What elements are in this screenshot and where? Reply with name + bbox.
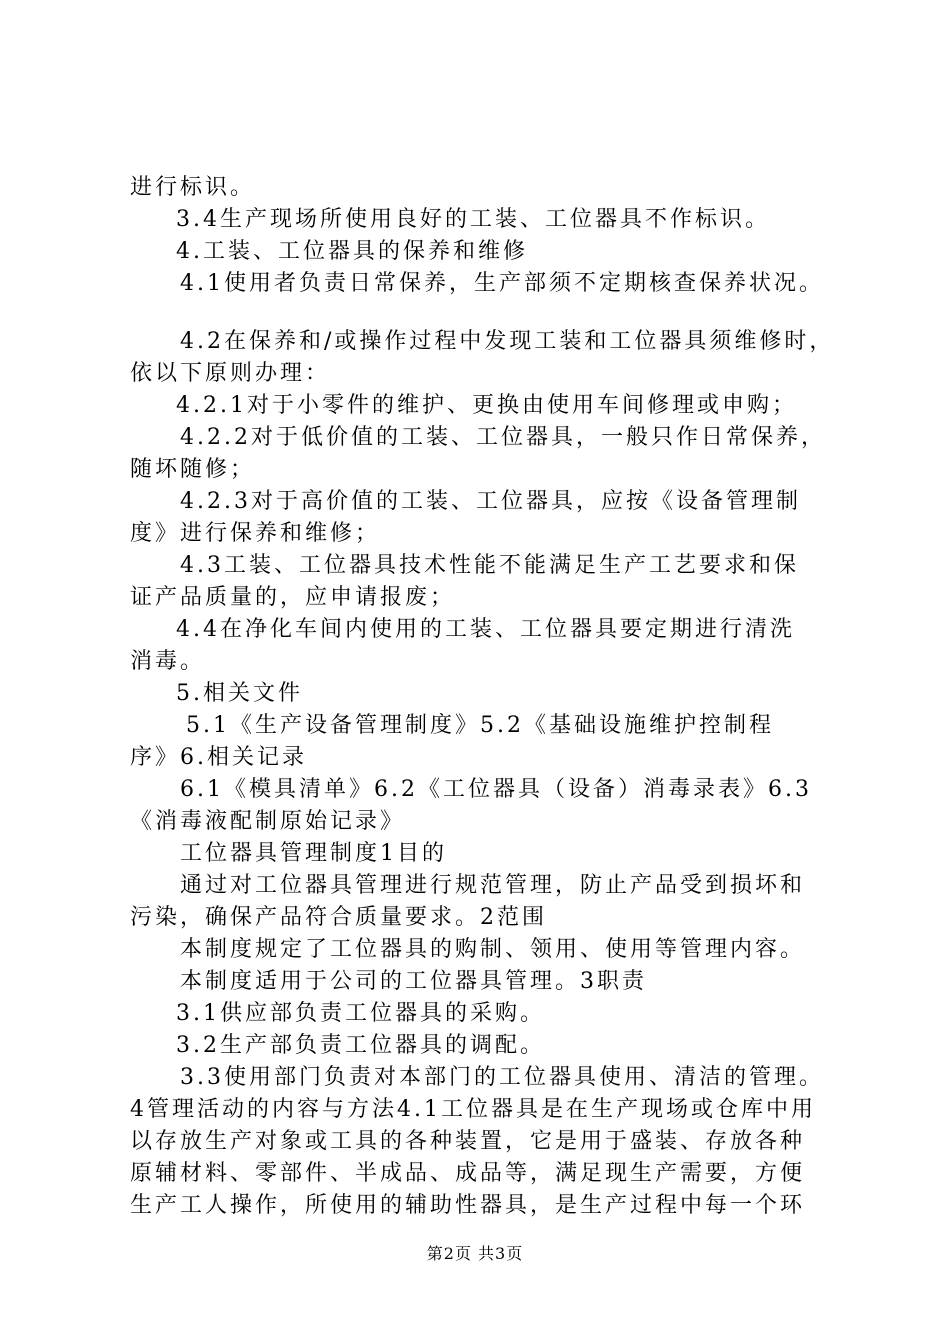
text-line: 消毒。 xyxy=(130,649,206,674)
page-footer: 第2页 共3页 xyxy=(426,1244,524,1263)
text-line: 5.1《生产设备管理制度》5.2《基础设施维护控制程 xyxy=(186,713,774,738)
text-line: 4.2.2对于低价值的工装、工位器具，一般只作日常保养， xyxy=(180,425,826,450)
text-line: 工位器具管理制度1目的 xyxy=(180,841,447,866)
text-line: 3.4生产现场所使用良好的工装、工位器具不作标识。 xyxy=(176,207,770,232)
text-line: 污染，确保产品符合质量要求。2范围 xyxy=(130,905,547,930)
text-line: 6.1《模具清单》6.2《工位器具（设备）消毒录表》6.3 xyxy=(180,777,812,802)
text-line: 证产品质量的，应申请报废； xyxy=(130,585,456,610)
text-line: 4.工装、工位器具的保养和维修 xyxy=(176,239,528,264)
text-line: 4.3工装、工位器具技术性能不能满足生产工艺要求和保 xyxy=(180,553,799,578)
text-line: 3.2生产部负责工位器具的调配。 xyxy=(176,1033,545,1058)
text-line: 4.1使用者负责日常保养，生产部须不定期核查保养状况。 xyxy=(180,271,824,296)
text-line: 本制度规定了工位器具的购制、领用、使用等管理内容。 xyxy=(180,937,806,962)
text-line: 4.2在保养和/或操作过程中发现工装和工位器具须维修时， xyxy=(180,329,835,354)
text-line: 原辅材料、零部件、半成品、成品等，满足现生产需要，方便 xyxy=(130,1161,806,1186)
text-line: 《消毒液配制原始记录》 xyxy=(130,809,406,834)
text-line: 依以下原则办理： xyxy=(130,361,331,386)
document-body xyxy=(130,172,850,1222)
text-line: 通过对工位器具管理进行规范管理，防止产品受到损坏和 xyxy=(180,873,806,898)
text-line: 4管理活动的内容与方法4.1工位器具是在生产现场或仓库中用 xyxy=(130,1097,816,1122)
text-line: 随坏随修； xyxy=(130,457,256,482)
text-line: 生产工人操作，所使用的辅助性器具，是生产过程中每一个环 xyxy=(130,1193,806,1218)
text-line: 3.3使用部门负责对本部门的工位器具使用、清洁的管理。 xyxy=(180,1065,824,1090)
text-line: 序》6.相关记录 xyxy=(130,745,307,770)
text-line: 度》进行保养和维修； xyxy=(130,521,381,546)
text-line: 4.2.1对于小零件的维护、更换由使用车间修理或申购； xyxy=(176,393,797,418)
text-line: 本制度适用于公司的工位器具管理。3职责 xyxy=(180,969,647,994)
text-line: 4.2.3对于高价值的工装、工位器具，应按《设备管理制 xyxy=(180,489,801,514)
text-line: 4.4在净化车间内使用的工装、工位器具要定期进行清洗 xyxy=(176,617,795,642)
text-line: 以存放生产对象或工具的各种装置，它是用于盛装、存放各种 xyxy=(130,1129,806,1154)
text-line xyxy=(130,300,850,326)
text-line: 5.相关文件 xyxy=(176,681,303,706)
text-line: 3.1供应部负责工位器具的采购。 xyxy=(176,1001,545,1026)
text-line: 进行标识。 xyxy=(130,175,256,200)
